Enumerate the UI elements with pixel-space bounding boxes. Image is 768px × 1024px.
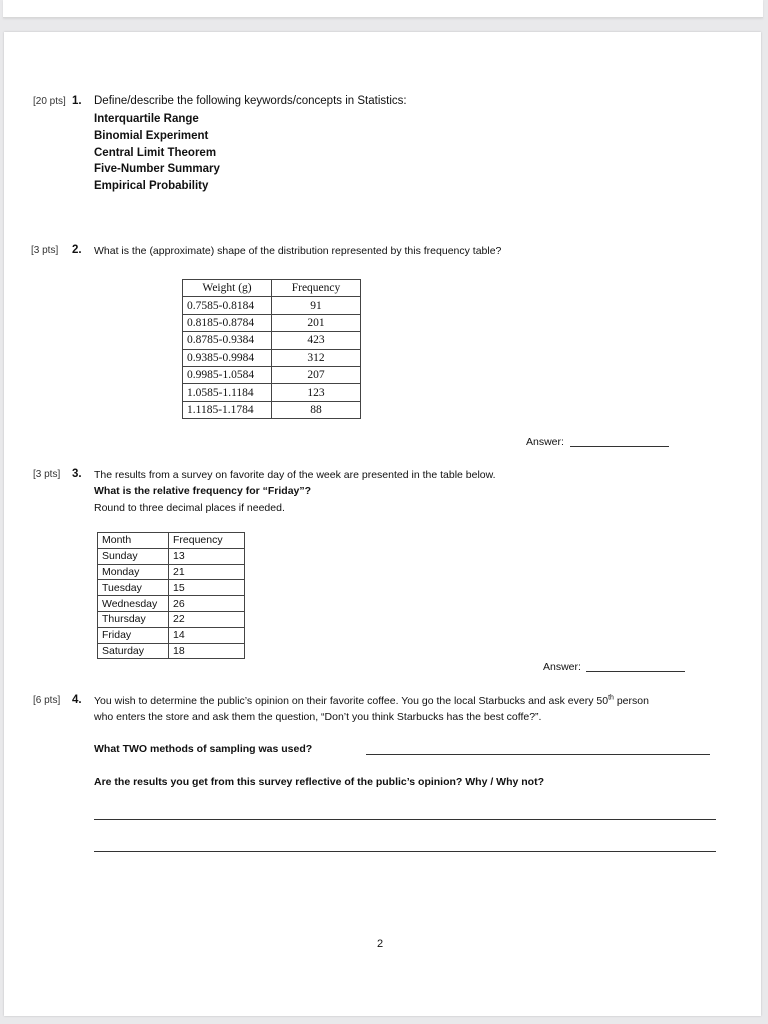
q1-term: Five-Number Summary bbox=[94, 163, 220, 176]
q1-prompt: Define/describe the following keywords/concepts in Statistics: bbox=[94, 95, 407, 107]
worksheet-page bbox=[4, 32, 761, 1016]
table-header-row bbox=[183, 280, 361, 297]
q4-scenario-line1 bbox=[94, 695, 649, 707]
q4-answer-b-line-2[interactable] bbox=[94, 851, 716, 852]
cell-day: Wednesday bbox=[98, 596, 169, 612]
cell-frequency: 26 bbox=[169, 596, 245, 612]
q4-answer-b-line-1[interactable] bbox=[94, 819, 716, 820]
cell-frequency: 15 bbox=[169, 580, 245, 596]
cell-weight: 1.1185-1.1784 bbox=[183, 401, 272, 418]
table-row bbox=[98, 564, 245, 580]
day-frequency-table bbox=[97, 532, 245, 659]
table-row bbox=[183, 401, 361, 418]
q4-answer-a-blank[interactable] bbox=[366, 754, 710, 755]
q2-prompt: What is the (approximate) shape of the distribution represented by this frequency table? bbox=[94, 245, 502, 257]
cell-day: Friday bbox=[98, 627, 169, 643]
table-row bbox=[183, 332, 361, 349]
cell-frequency: 88 bbox=[272, 401, 361, 418]
table-row bbox=[98, 548, 245, 564]
q1-term: Empirical Probability bbox=[94, 180, 209, 193]
q2-answer-label: Answer: bbox=[526, 436, 564, 448]
table-row bbox=[183, 384, 361, 401]
header-weight: Weight (g) bbox=[183, 280, 272, 297]
cell-weight: 0.7585-0.8184 bbox=[183, 297, 272, 314]
cell-weight: 0.8185-0.8784 bbox=[183, 314, 272, 331]
cell-weight: 1.0585-1.1184 bbox=[183, 384, 272, 401]
q4-ordinal-suffix: th bbox=[608, 694, 614, 702]
page-number: 2 bbox=[377, 938, 384, 950]
q2-points: [3 pts] bbox=[31, 245, 59, 256]
header-month: Month bbox=[98, 533, 169, 549]
q4-scenario-line2: who enters the store and ask them the question, “Don’t you think Starbucks has the best coffe?”. bbox=[94, 711, 542, 723]
q4-question-b: Are the results you get from this survey reflective of the public’s opinion? Why / Why not? bbox=[94, 776, 544, 788]
header-frequency: Frequency bbox=[169, 533, 245, 549]
q1-number: 1. bbox=[72, 95, 82, 107]
table-row bbox=[98, 580, 245, 596]
table-row bbox=[98, 596, 245, 612]
header-frequency: Frequency bbox=[272, 280, 361, 297]
q3-points: [3 pts] bbox=[33, 469, 61, 480]
cell-frequency: 91 bbox=[272, 297, 361, 314]
cell-frequency: 14 bbox=[169, 627, 245, 643]
q4-question-a: What TWO methods of sampling was used? bbox=[94, 743, 313, 755]
cell-frequency: 312 bbox=[272, 349, 361, 366]
table-header-row bbox=[98, 533, 245, 549]
cell-frequency: 201 bbox=[272, 314, 361, 331]
cell-frequency: 123 bbox=[272, 384, 361, 401]
q3-note: Round to three decimal places if needed. bbox=[94, 502, 285, 514]
q3-number: 3. bbox=[72, 468, 82, 480]
q1-term: Interquartile Range bbox=[94, 113, 199, 125]
q3-question: What is the relative frequency for “Friday”? bbox=[94, 485, 312, 497]
cell-day: Thursday bbox=[98, 611, 169, 627]
q1-term: Binomial Experiment bbox=[94, 129, 209, 142]
q4-points: [6 pts] bbox=[33, 695, 61, 706]
weight-frequency-table bbox=[182, 279, 361, 419]
cell-frequency: 423 bbox=[272, 332, 361, 349]
table-row bbox=[98, 627, 245, 643]
table-row bbox=[183, 297, 361, 314]
cell-weight: 0.9385-0.9984 bbox=[183, 349, 272, 366]
cell-day: Monday bbox=[98, 564, 169, 580]
cell-day: Sunday bbox=[98, 548, 169, 564]
q1-term: Central Limit Theorem bbox=[94, 146, 217, 159]
cell-frequency: 21 bbox=[169, 564, 245, 580]
table-row bbox=[183, 314, 361, 331]
q4-line1-end: person bbox=[613, 695, 649, 707]
q2-number: 2. bbox=[72, 244, 82, 256]
table-row bbox=[98, 611, 245, 627]
cell-day: Tuesday bbox=[98, 580, 169, 596]
table-row bbox=[183, 366, 361, 383]
q1-terms-list bbox=[94, 111, 220, 195]
cell-frequency: 207 bbox=[272, 366, 361, 383]
cell-day: Saturday bbox=[98, 643, 169, 659]
q3-answer-blank[interactable] bbox=[586, 671, 685, 672]
cell-frequency: 13 bbox=[169, 548, 245, 564]
cell-weight: 0.9985-1.0584 bbox=[183, 366, 272, 383]
q4-number: 4. bbox=[72, 694, 82, 706]
q3-prompt: The results from a survey on favorite day of the week are presented in the table below. bbox=[94, 469, 496, 481]
cell-frequency: 18 bbox=[169, 643, 245, 659]
q4-line1-text: You wish to determine the public’s opinion on their favorite coffee. You go the local Starbucks and ask every 50 bbox=[94, 695, 609, 707]
table-row bbox=[183, 349, 361, 366]
previous-page-edge bbox=[3, 0, 763, 18]
cell-weight: 0.8785-0.9384 bbox=[183, 332, 272, 349]
q3-answer-label: Answer: bbox=[543, 661, 581, 673]
q1-points: [20 pts] bbox=[33, 96, 66, 107]
table-row bbox=[98, 643, 245, 659]
q2-answer-blank[interactable] bbox=[570, 446, 669, 447]
cell-frequency: 22 bbox=[169, 611, 245, 627]
